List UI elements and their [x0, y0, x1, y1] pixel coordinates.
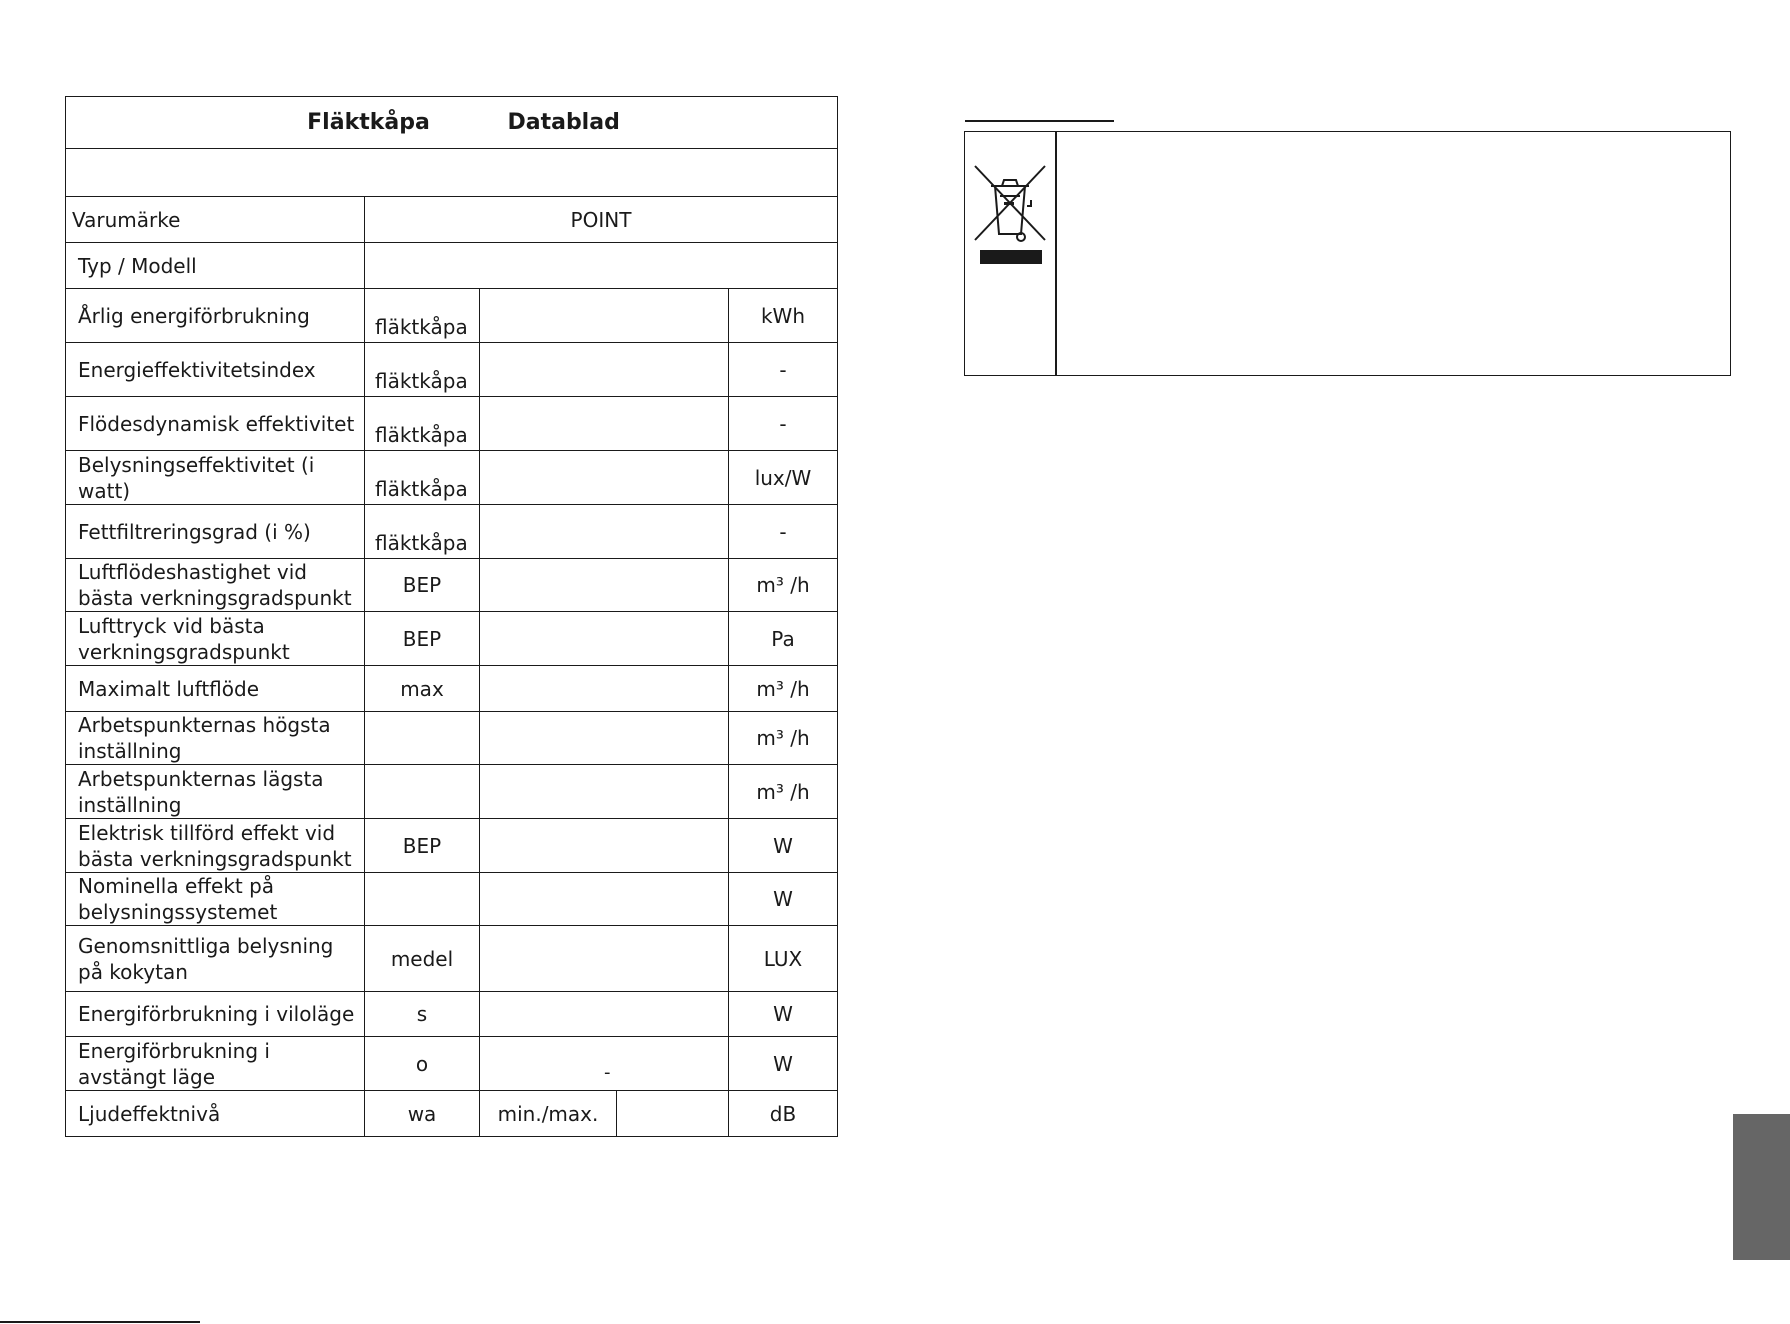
- blank-cell: [66, 149, 838, 197]
- page-tab-marker: [1733, 1114, 1790, 1260]
- row-label: Luftflödeshastighet vid bästa verkningsgradspunkt: [66, 559, 365, 612]
- row-category: fläktkåpa: [365, 451, 480, 505]
- row-label: Arbetspunkternas lägsta inställning: [66, 765, 365, 819]
- section-heading-rule: [965, 120, 1114, 122]
- table-row: [66, 1037, 838, 1091]
- row-label: Fettfiltreringsgrad (i %): [66, 505, 365, 559]
- row-value: [480, 289, 729, 343]
- row-unit: m³ /h: [729, 712, 838, 765]
- row-category: fläktkåpa: [365, 397, 480, 451]
- row-value: [480, 666, 729, 712]
- model-label: Typ / Modell: [66, 243, 365, 289]
- row-unit: Pa: [729, 612, 838, 666]
- row-category: [365, 765, 480, 819]
- row-category: BEP: [365, 819, 480, 873]
- disposal-info-box: [964, 131, 1731, 376]
- row-unit: -: [729, 505, 838, 559]
- row-value: [480, 873, 729, 926]
- brand-row: [66, 197, 838, 243]
- row-value: [480, 612, 729, 666]
- row-category: wa: [365, 1091, 480, 1137]
- row-label: Genomsnittliga belysning på kokytan: [66, 926, 365, 992]
- row-label: Belysningseffektivitet (i watt): [66, 451, 365, 505]
- table-row: [66, 992, 838, 1037]
- table-row: [66, 343, 838, 397]
- table-row: [66, 559, 838, 612]
- datasheet-table: [65, 96, 838, 1137]
- value-dash: -: [604, 1062, 611, 1083]
- row-label: Elektrisk tillförd effekt vid bästa verkningsgradspunkt: [66, 819, 365, 873]
- row-label: Årlig energiförbrukning: [66, 289, 365, 343]
- table-row: [66, 712, 838, 765]
- row-value: [480, 397, 729, 451]
- row-category: fläktkåpa: [365, 289, 480, 343]
- sound-sub-label: min./max.: [480, 1091, 617, 1137]
- title-product: Fläktkåpa: [307, 109, 430, 135]
- crossed-out-wheelie-bin-icon: [969, 156, 1047, 266]
- table-row: [66, 505, 838, 559]
- table-row: [66, 873, 838, 926]
- table-row: [66, 926, 838, 992]
- table-row: [66, 397, 838, 451]
- title-cell: [66, 97, 838, 149]
- blank-row: [66, 149, 838, 197]
- row-label: Energiförbrukning i viloläge: [66, 992, 365, 1037]
- row-value: [480, 992, 729, 1037]
- row-label: Flödesdynamisk effektivitet: [66, 397, 365, 451]
- row-value: [480, 819, 729, 873]
- row-unit: W: [729, 873, 838, 926]
- row-label: Arbetspunkternas högsta inställning: [66, 712, 365, 765]
- box-divider: [1055, 132, 1057, 375]
- row-value: [480, 559, 729, 612]
- row-unit: -: [729, 397, 838, 451]
- row-value: [480, 712, 729, 765]
- table-row: [66, 451, 838, 505]
- title-row: [66, 97, 838, 149]
- table-row: [66, 666, 838, 712]
- row-unit: dB: [729, 1091, 838, 1137]
- row-unit: m³ /h: [729, 559, 838, 612]
- row-unit: W: [729, 1037, 838, 1091]
- row-value: [480, 1037, 729, 1091]
- row-label: Maximalt luftflöde: [66, 666, 365, 712]
- brand-label: Varumärke: [66, 197, 365, 243]
- table-row: [66, 819, 838, 873]
- row-category: medel: [365, 926, 480, 992]
- row-value: [480, 765, 729, 819]
- row-value: [480, 451, 729, 505]
- sound-row: [66, 1091, 838, 1137]
- row-category: o: [365, 1037, 480, 1091]
- row-label: Nominella effekt på belysningssystemet: [66, 873, 365, 926]
- brand-value: POINT: [365, 197, 838, 243]
- row-unit: kWh: [729, 289, 838, 343]
- row-unit: W: [729, 992, 838, 1037]
- sound-value: [617, 1091, 729, 1137]
- row-category: fläktkåpa: [365, 343, 480, 397]
- row-category: s: [365, 992, 480, 1037]
- row-unit: m³ /h: [729, 765, 838, 819]
- row-label: Energiförbrukning i avstängt läge: [66, 1037, 365, 1091]
- row-category: max: [365, 666, 480, 712]
- row-category: [365, 712, 480, 765]
- row-category: fläktkåpa: [365, 505, 480, 559]
- row-value: [480, 505, 729, 559]
- row-label: Energieffektivitetsindex: [66, 343, 365, 397]
- row-value: [480, 926, 729, 992]
- footer-rule: [0, 1321, 200, 1323]
- model-row: [66, 243, 838, 289]
- row-unit: lux/W: [729, 451, 838, 505]
- row-category: [365, 873, 480, 926]
- model-value: [365, 243, 838, 289]
- row-category: BEP: [365, 612, 480, 666]
- row-label: Ljudeffektnivå: [66, 1091, 365, 1137]
- row-category: BEP: [365, 559, 480, 612]
- row-value: [480, 343, 729, 397]
- title-datasheet: Datablad: [507, 109, 620, 135]
- row-unit: LUX: [729, 926, 838, 992]
- table-row: [66, 289, 838, 343]
- row-unit: -: [729, 343, 838, 397]
- row-unit: m³ /h: [729, 666, 838, 712]
- table-row: [66, 765, 838, 819]
- row-label: Lufttryck vid bästa verkningsgradspunkt: [66, 612, 365, 666]
- table-row: [66, 612, 838, 666]
- row-unit: W: [729, 819, 838, 873]
